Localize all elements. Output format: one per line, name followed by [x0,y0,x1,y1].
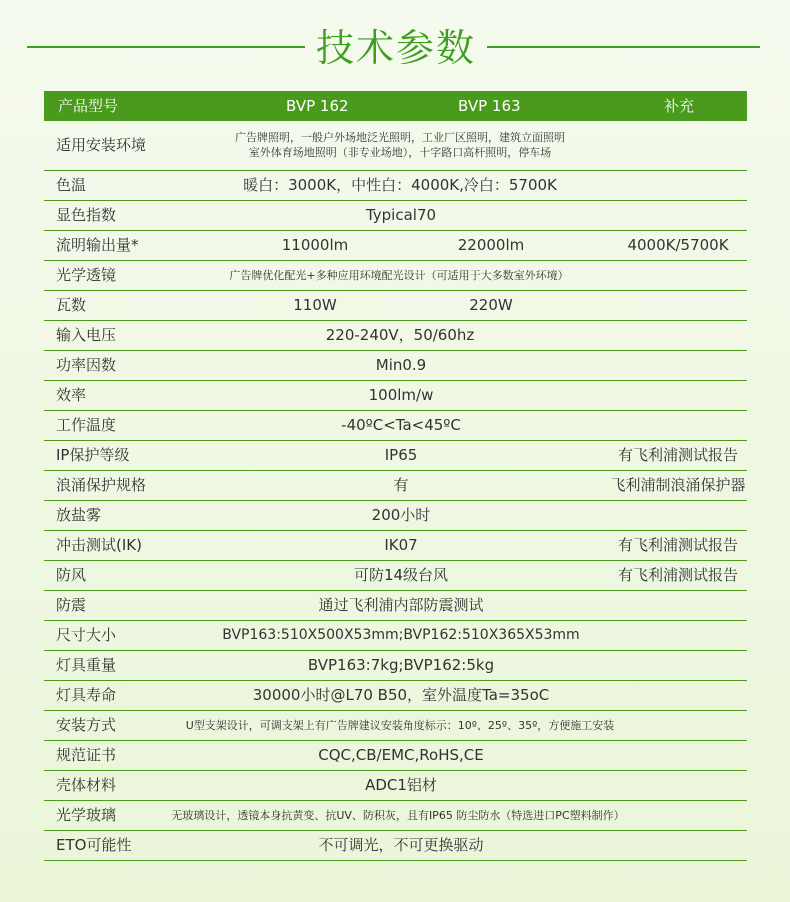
row-value: BVP163:7kg;BVP162:5kg [307,656,495,674]
row-watt [44,291,747,321]
row-value: Typical70 [365,206,437,224]
row-label: 光学玻璃 [56,806,117,824]
header-col2: BVP 163 [458,97,521,115]
header-col1: BVP 162 [286,97,349,115]
spec-table [44,91,747,861]
row-value: 200小时 [371,506,431,524]
row-pf [44,351,747,381]
row-lens [44,261,747,291]
row-ik [44,531,747,561]
row-value-1: 11000lm [281,236,349,254]
row-flux [44,231,747,261]
row-life [44,681,747,711]
row-label: 壳体材料 [56,776,117,794]
row-label: 功率因数 [56,356,117,374]
row-efficiency [44,381,747,411]
row-value: 100lm/w [368,386,434,404]
row-label: 显色指数 [56,206,117,224]
row-cct [44,171,747,201]
row-label: 流明输出量* [56,236,139,254]
table-header [44,91,747,121]
row-value: 220-240V，50/60hz [325,326,475,344]
row-mount [44,711,747,741]
row-value: 有 [393,476,409,494]
row-note: 4000K/5700K [627,236,729,254]
row-value: 广告牌优化配光+多种应用环境配光设计（可适用于大多数室外环境） [229,269,569,282]
row-value: 暖白：3000K，中性白：4000K,冷白：5700K [243,176,557,194]
header-model: 产品型号 [58,97,119,115]
row-value: BVP163:510X500X53mm;BVP162:510X365X53mm [222,627,580,643]
row-cri [44,201,747,231]
row-wind [44,561,747,591]
env-line-2: 室外体育场地照明（非专业场地），十字路口高杆照明，停车场 [248,146,552,159]
row-size [44,621,747,651]
row-value-2: 22000lm [457,236,525,254]
title-bar [0,22,790,74]
row-value: -40ºC<Ta<45ºC [341,416,461,434]
row-label: 尺寸大小 [56,626,117,644]
row-note: 有飞利浦测试报告 [617,446,739,464]
row-cert [44,741,747,771]
row-label: 灯具寿命 [56,686,117,704]
row-temp [44,411,747,441]
row-value: 不可调光，不可更换驱动 [318,836,484,854]
title-divider-left [27,46,305,48]
title-divider-right [487,46,760,48]
row-label: 防风 [56,566,87,584]
row-salt [44,501,747,531]
row-value: CQC,CB/EMC,RoHS,CE [318,746,484,764]
row-label: 安装方式 [56,716,117,734]
row-value: 30000小时@L70 B50，室外温度Ta=35oC [252,686,550,704]
row-ip [44,441,747,471]
row-glass [44,801,747,831]
row-label: 浪涌保护规格 [56,476,147,494]
row-value: 通过飞利浦内部防震测试 [318,596,484,614]
row-label: 防震 [56,596,87,614]
row-quake [44,591,747,621]
row-value: U型支架设计，可调支架上有广告牌建议安装角度标示：10º、25º、35º，方便施工安装 [185,719,615,732]
row-note: 有飞利浦测试报告 [617,566,739,584]
row-label: 冲击测试(IK) [56,536,142,554]
row-env [44,121,747,171]
row-label: ETO可能性 [56,836,132,854]
page-title: 技术参数 [315,26,476,70]
row-weight [44,651,747,681]
row-value-1: 110W [293,296,337,314]
row-value [235,130,565,160]
row-label: 瓦数 [56,296,87,314]
row-label: 工作温度 [56,416,117,434]
row-note: 飞利浦制浪涌保护器 [610,476,746,494]
row-value-2: 220W [469,296,513,314]
row-voltage [44,321,747,351]
row-label: 灯具重量 [56,656,117,674]
row-label: 光学透镜 [56,266,117,284]
row-eto [44,831,747,861]
row-surge [44,471,747,501]
header-supplement: 补充 [664,97,695,115]
row-label: 适用安装环境 [56,136,147,154]
row-value: Min0.9 [375,356,427,374]
row-label: 输入电压 [56,326,117,344]
row-value: 可防14级台风 [353,566,449,584]
row-housing [44,771,747,801]
row-label: 规范证书 [56,746,117,764]
env-line-1: 广告牌照明，一般户外场地泛光照明，工业厂区照明，建筑立面照明 [235,131,565,144]
row-value: IK07 [384,536,418,554]
row-note: 有飞利浦测试报告 [617,536,739,554]
row-label: 色温 [56,176,87,194]
row-label: 放盐雾 [56,506,102,524]
row-label: 效率 [56,386,87,404]
row-value: 无玻璃设计，透镜本身抗黄变、抗UV、防积灰，且有IP65 防尘防水（特选进口PC塑料制作） [171,809,625,822]
row-value: IP65 [384,446,418,464]
row-value: ADC1铝材 [365,776,437,794]
row-label: IP保护等级 [56,446,130,464]
